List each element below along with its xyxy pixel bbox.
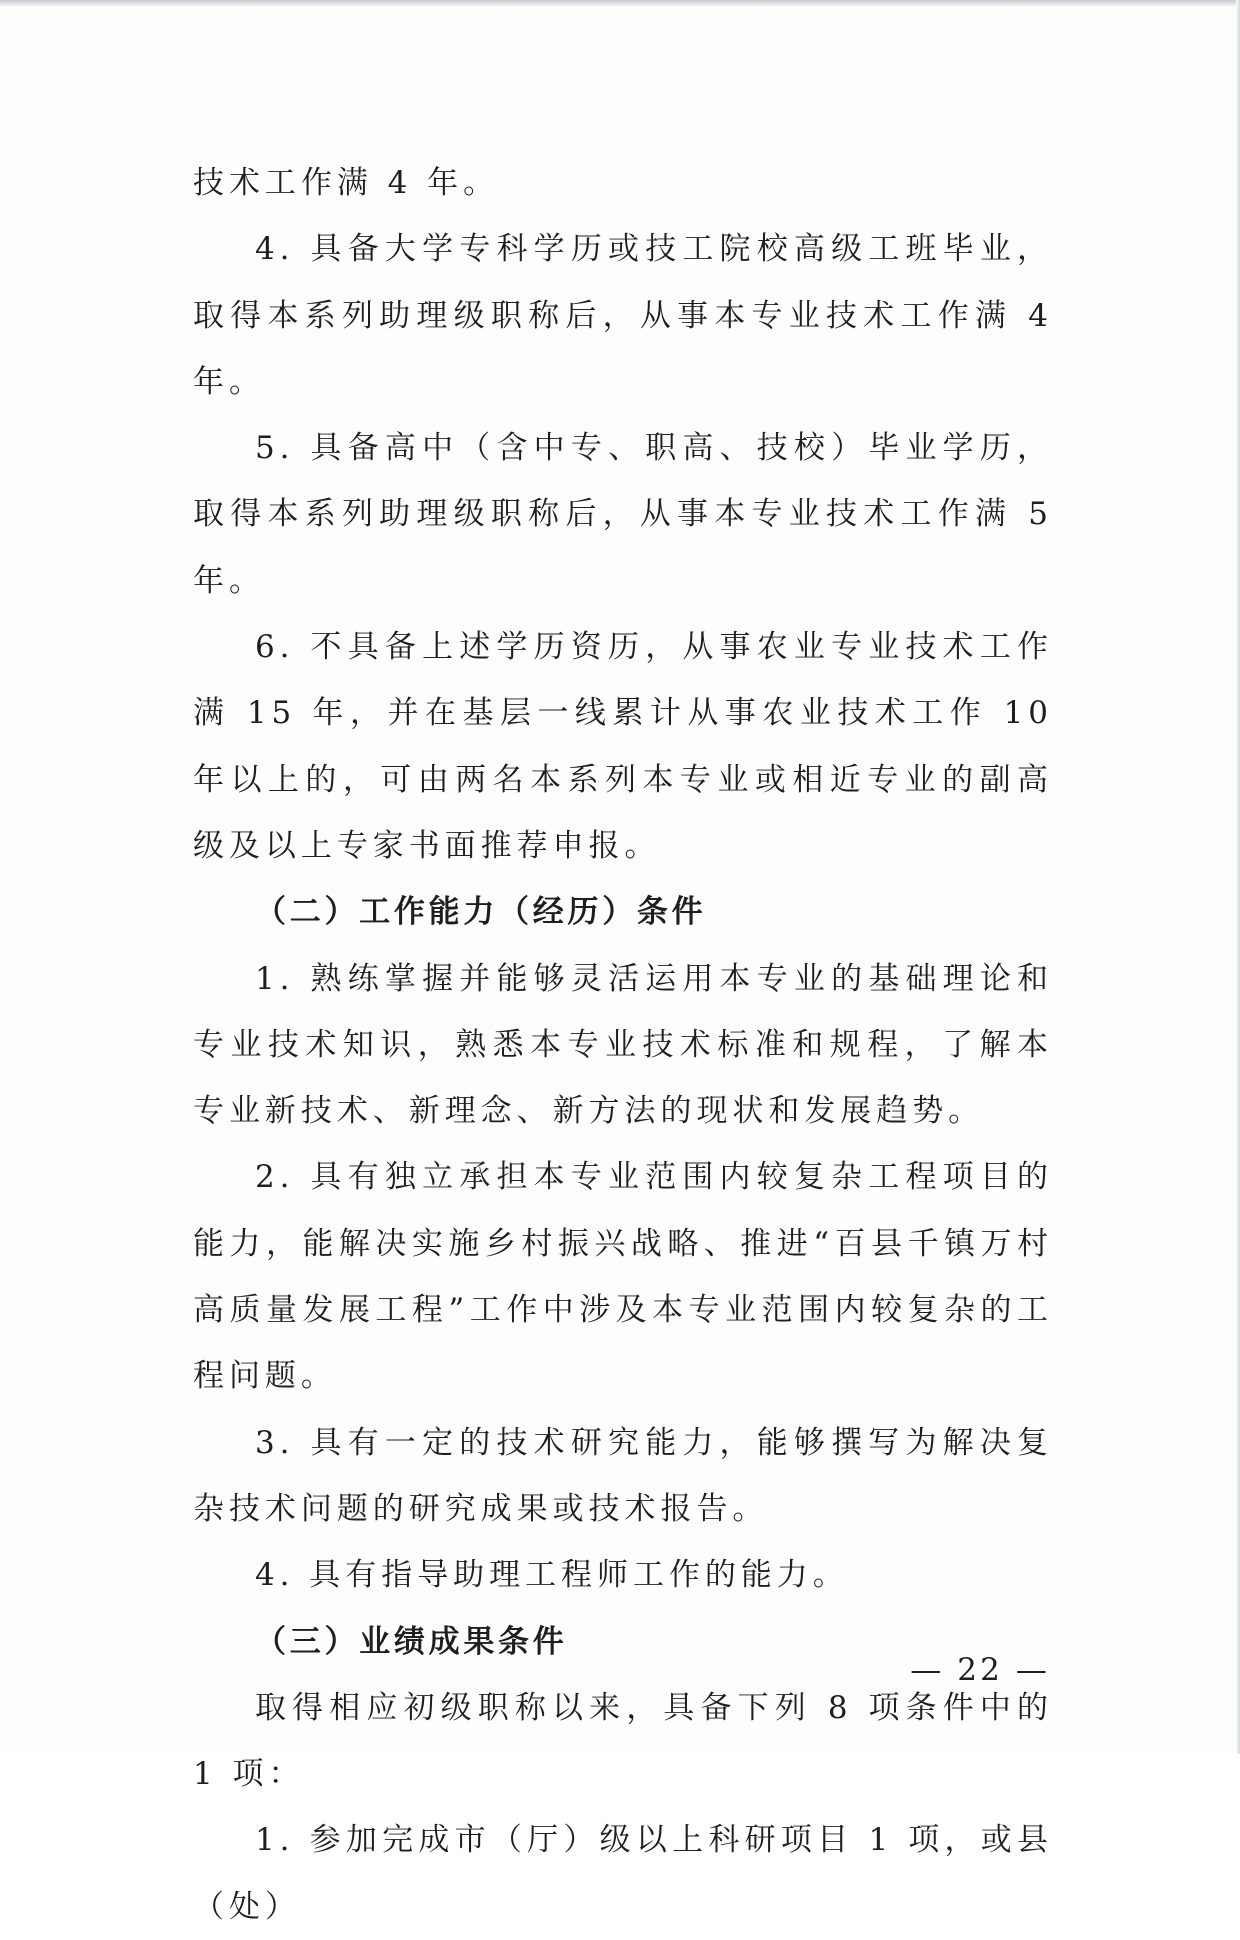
paragraph-ability-1: 1. 熟练掌握并能够灵活运用本专业的基础理论和专业技术知识，熟悉本专业技术标准和规程，了解本专业新技术、新理念、新方法的现状和发展趋势。 [193,960,1053,1130]
section-heading-achievements: （三）业绩成果条件 [255,1623,568,1660]
paragraph-ability-3: 3. 具有一定的技术研究能力，能够撰写为解决复杂技术问题的研究成果或技术报告。 [193,1424,1053,1527]
paragraph-item-5: 5. 具备高中（含中专、职高、技校）毕业学历，取得本系列助理级职称后，从事本专业技术工作满 5 年。 [193,430,1053,599]
scan-top-edge [0,0,1240,6]
section-heading-work-ability: （二）工作能力（经历）条件 [255,894,707,931]
paragraph-continuation: 技术工作满 4 年。 [193,165,500,201]
paragraph-ability-2: 2. 具有独立承担本专业范围内较复杂工程项目的能力，能解决实施乡村振兴战略、推进“百县千镇万村高质量发展工程”工作中涉及本专业范围内较复杂的工程问题。 [193,1159,1053,1395]
paragraph-item-4: 4. 具备大学专科学历或技工院校高级工班毕业，取得本系列助理级职称后，从事本专业技术工作满 4 年。 [193,231,1053,400]
scan-right-edge [1236,0,1240,1754]
paragraph-item-6: 6. 不具备上述学历资历，从事农业专业技术工作满 15 年，并在基层一线累计从事农业技术工作 10 年以上的，可由两名本系列本专业或相近专业的副高级及以上专家书面推荐申报。 [193,629,1053,864]
paragraph-ability-4: 4. 具有指导助理工程师工作的能力。 [255,1557,849,1594]
paragraph-achievements-intro: 取得相应初级职称以来，具备下列 8 项条件中的 1 项： [193,1689,1053,1793]
paragraph-achievement-1: 1. 参加完成市（厅）级以上科研项目 1 项，或县（处） [193,1822,1053,1925]
page-number: — 22 — [910,1652,1050,1688]
